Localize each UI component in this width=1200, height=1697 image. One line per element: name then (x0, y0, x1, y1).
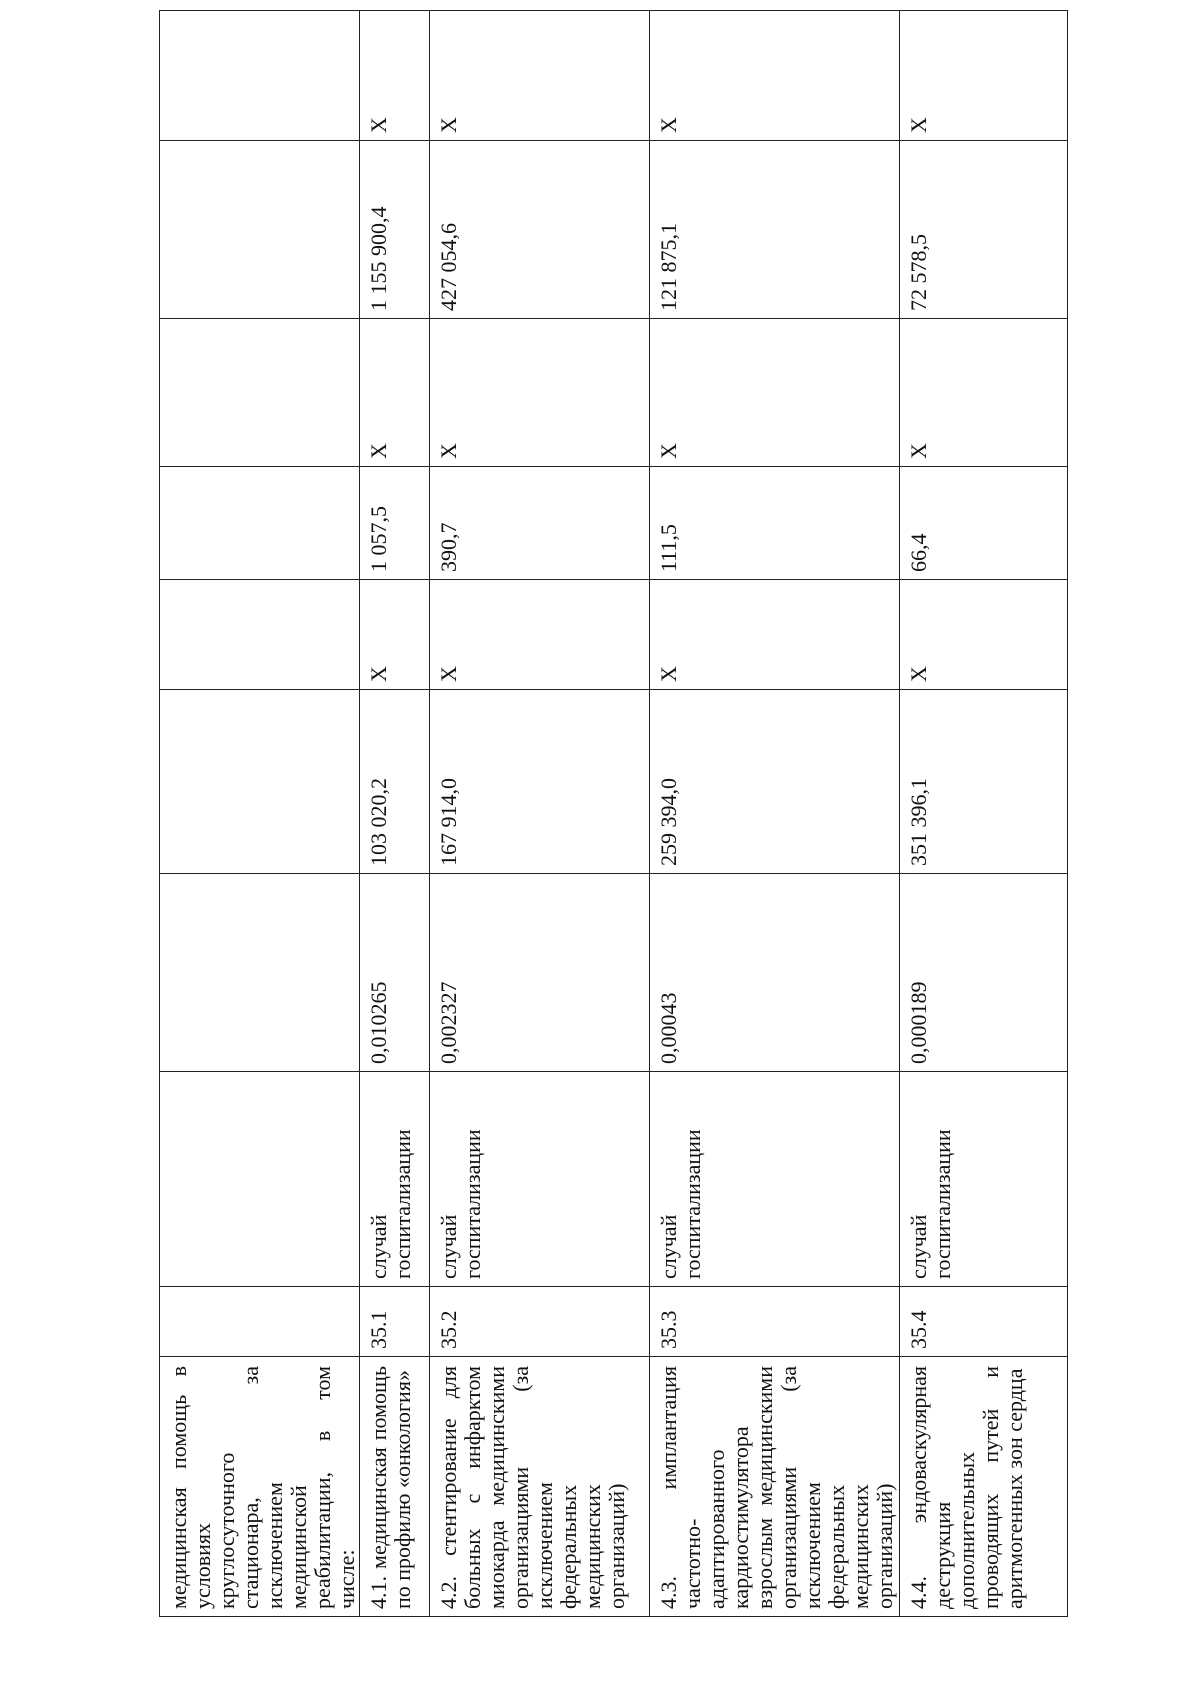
col8-cell: X (360, 319, 430, 467)
row-number: 35.2 (430, 1287, 650, 1357)
cost-cell: 167 914,0 (430, 690, 650, 874)
norm-cell: 0,00043 (650, 874, 900, 1072)
norm-cell: 0,002327 (430, 874, 650, 1072)
financing-table (159, 10, 1068, 1617)
col7-cell (160, 467, 360, 580)
norm-cell (160, 874, 360, 1072)
cost-cell: 103 020,2 (360, 690, 430, 874)
table-row (360, 11, 430, 1617)
col10-cell (160, 11, 360, 141)
col6-cell: X (650, 580, 900, 690)
col10-cell: X (650, 11, 900, 141)
row-description: медицинская помощь в условиях круглосуточного стационара, за исключением медицинской реабилитации, в том числе: (160, 1357, 360, 1617)
table-row (160, 11, 360, 1617)
rotated-table-container (159, 111, 1063, 1617)
col6-cell (160, 580, 360, 690)
col7-cell: 66,4 (900, 467, 1068, 580)
col7-cell: 390,7 (430, 467, 650, 580)
col9-cell: 121 875,1 (650, 141, 900, 319)
col6-cell: X (430, 580, 650, 690)
col8-cell: X (650, 319, 900, 467)
table-row (900, 11, 1068, 1617)
table-row (430, 11, 650, 1617)
col9-cell: 72 578,5 (900, 141, 1068, 319)
col10-cell: X (430, 11, 650, 141)
unit-cell (160, 1072, 360, 1287)
row-number: 35.1 (360, 1287, 430, 1357)
col9-cell (160, 141, 360, 319)
row-description: 4.4. эндоваскулярная деструкция дополнительных проводящих путей и аритмогенных зон сердца (900, 1357, 1068, 1617)
row-description: 4.3. имплантация частотно-адаптированного кардиостимулятора взрослым медицинскими организациями (за исключением федеральных медицинских организаций) (650, 1357, 900, 1617)
unit-cell: случай госпитализации (430, 1072, 650, 1287)
col6-cell: X (900, 580, 1068, 690)
col6-cell: X (360, 580, 430, 690)
cost-cell: 259 394,0 (650, 690, 900, 874)
col10-cell: X (900, 11, 1068, 141)
col9-cell: 427 054,6 (430, 141, 650, 319)
col9-cell: 1 155 900,4 (360, 141, 430, 319)
unit-cell: случай госпитализации (360, 1072, 430, 1287)
norm-cell: 0,000189 (900, 874, 1068, 1072)
col8-cell: X (900, 319, 1068, 467)
row-number: 35.3 (650, 1287, 900, 1357)
row-number (160, 1287, 360, 1357)
col7-cell: 111,5 (650, 467, 900, 580)
norm-cell: 0,010265 (360, 874, 430, 1072)
row-description: 4.2. стентирование для больных с инфарктом миокарда медицинскими организациями (за исключением федеральных медицинских организаций) (430, 1357, 650, 1617)
table-row (650, 11, 900, 1617)
col10-cell: X (360, 11, 430, 141)
unit-cell: случай госпитализации (650, 1072, 900, 1287)
unit-cell: случай госпитализации (900, 1072, 1068, 1287)
cost-cell: 351 396,1 (900, 690, 1068, 874)
row-description: 4.1. медицинская помощь по профилю «онкология» (360, 1357, 430, 1617)
cost-cell (160, 690, 360, 874)
col8-cell (160, 319, 360, 467)
col7-cell: 1 057,5 (360, 467, 430, 580)
row-number: 35.4 (900, 1287, 1068, 1357)
col8-cell: X (430, 319, 650, 467)
